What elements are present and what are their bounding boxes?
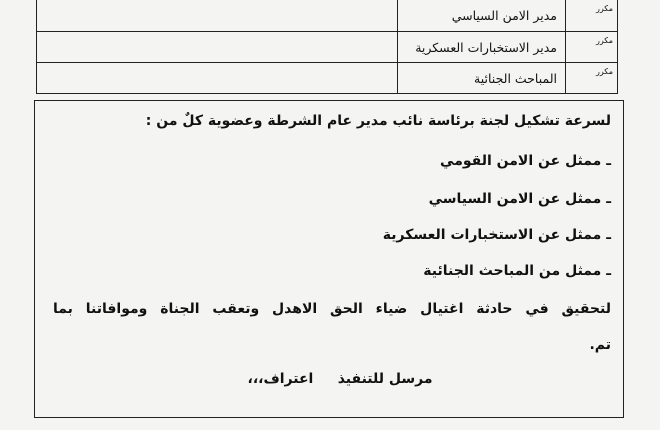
member-item: ـ ممثل عن الامن السياسي — [428, 191, 611, 207]
recipient-cell — [397, 32, 565, 62]
purpose-text-end: تم. — [589, 337, 611, 353]
recipient-cell — [397, 0, 565, 31]
member-item: ـ ممثل من المباحث الجنائية — [423, 263, 611, 279]
empty-cell — [37, 0, 397, 31]
closing-text: مرسل للتنفيذ اعتراف،،، — [247, 371, 433, 387]
directive-box — [34, 100, 624, 418]
recipient-cell — [397, 63, 565, 94]
recipient-name: مدير الامن السياسي — [451, 8, 557, 23]
recipient-name: مدير الاستخبارات العسكرية — [415, 39, 557, 55]
distribution-row — [37, 63, 617, 94]
member-item: ـ ممثل عن الاستخبارات العسكرية — [382, 227, 611, 243]
distribution-table — [36, 0, 618, 94]
distribution-row — [37, 0, 617, 32]
empty-cell — [37, 32, 397, 62]
repeat-cell: مكرر — [565, 32, 617, 62]
repeat-cell: مكرر — [565, 0, 617, 31]
member-item: ـ ممثل عن الامن القومي — [440, 153, 611, 169]
intro-text: لسرعة تشكيل لجنة برئاسة نائب مدير عام الشرطة وعضوية كلٌ من : — [145, 113, 611, 129]
empty-cell — [37, 63, 397, 94]
repeat-cell: مكرر — [565, 63, 617, 94]
purpose-text: لتحقيق في حادثة اغتيال ضياء الحق الاهدل وتعقب الجناة وموافاتنا بما — [53, 301, 611, 317]
distribution-row — [37, 32, 617, 63]
recipient-name: المباحث الجنائية — [474, 71, 557, 86]
